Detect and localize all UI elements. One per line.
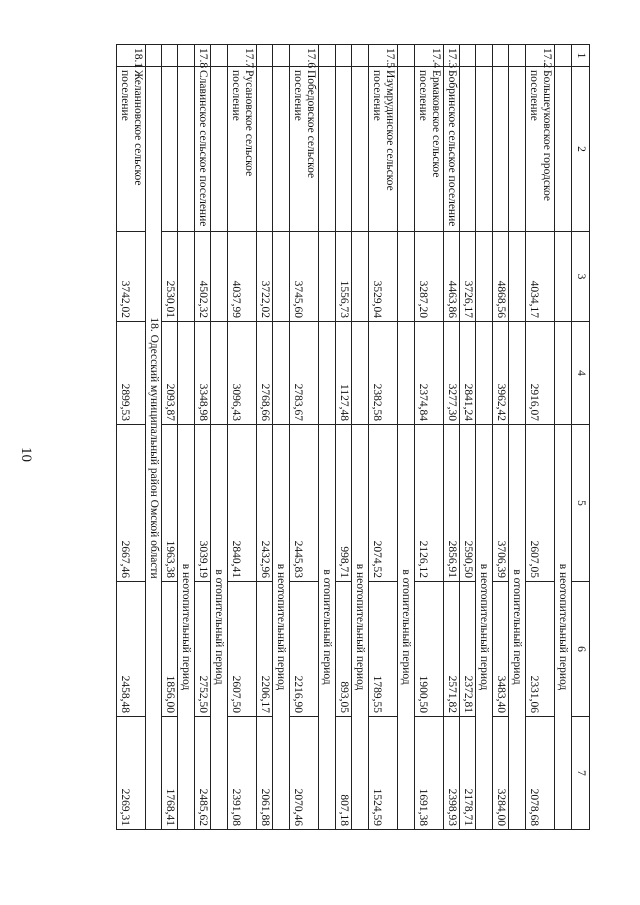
period-row: [398, 45, 415, 830]
value-cell: 2382,58: [369, 322, 398, 425]
value-cell: 1691,38: [415, 717, 444, 830]
value-cell: 2126,12: [415, 425, 444, 582]
table-row: [493, 45, 509, 830]
period-label: в отопительный период: [319, 425, 336, 830]
value-cell: 4037,99: [228, 232, 257, 322]
table-row: [290, 45, 319, 830]
value-cell: 2607,05: [526, 425, 555, 582]
blank-cell: [476, 45, 493, 67]
blank-cell: [273, 232, 290, 322]
settlement-name: Желанновское сельское поселение: [117, 67, 146, 232]
blank-cell: [178, 45, 195, 67]
value-cell: 2206,17: [257, 582, 273, 717]
settlement-name: [162, 67, 178, 232]
value-cell: 4034,17: [526, 232, 555, 322]
blank-cell: [273, 67, 290, 232]
table-row: [460, 45, 476, 830]
value-cell: 2432,96: [257, 425, 273, 582]
tariff-table: [116, 44, 590, 830]
blank-cell: [398, 322, 415, 425]
value-cell: 4463,86: [444, 232, 460, 322]
value-cell: 893,05: [336, 582, 352, 717]
value-cell: 2070,46: [290, 717, 319, 830]
value-cell: 2074,52: [369, 425, 398, 582]
table-row: [257, 45, 273, 830]
settlement-name: [257, 67, 273, 232]
period-label: в неотопительный период: [273, 425, 290, 830]
blank-cell: [476, 67, 493, 232]
value-cell: 3483,40: [493, 582, 509, 717]
column-header: 4: [572, 322, 590, 425]
blank-cell: [211, 322, 228, 425]
value-cell: 3287,20: [415, 232, 444, 322]
value-cell: 2445,83: [290, 425, 319, 582]
value-cell: 3706,39: [493, 425, 509, 582]
value-cell: 1900,50: [415, 582, 444, 717]
table-row: [369, 45, 398, 830]
value-cell: 1856,00: [162, 582, 178, 717]
blank-cell: [352, 232, 369, 322]
row-number: 17.6: [290, 45, 319, 67]
value-cell: 2216,90: [290, 582, 319, 717]
blank-cell: [319, 45, 336, 67]
blank-cell: [509, 45, 526, 67]
period-label: в отопительный период: [398, 425, 415, 830]
value-cell: 1524,59: [369, 717, 398, 830]
value-cell: 2916,07: [526, 322, 555, 425]
value-cell: 3284,00: [493, 717, 509, 830]
column-header: 3: [572, 232, 590, 322]
value-cell: 2485,62: [195, 717, 211, 830]
period-row: [509, 45, 526, 830]
period-row: [555, 45, 572, 830]
value-cell: 2269,31: [117, 717, 146, 830]
blank-cell: [319, 232, 336, 322]
value-cell: 3096,43: [228, 322, 257, 425]
rotated-table-wrapper: [117, 44, 590, 829]
table-row: [444, 45, 460, 830]
value-cell: 2061,88: [257, 717, 273, 830]
settlement-name: [336, 67, 352, 232]
row-number: 17.2: [526, 45, 555, 67]
value-cell: 1768,41: [162, 717, 178, 830]
value-cell: 2840,41: [228, 425, 257, 582]
value-cell: 2752,50: [195, 582, 211, 717]
column-header: 6: [572, 582, 590, 717]
table-row: [117, 45, 146, 830]
row-number: [257, 45, 273, 67]
period-row: [476, 45, 493, 830]
value-cell: 2571,82: [444, 582, 460, 717]
blank-cell: [398, 232, 415, 322]
blank-cell: [211, 45, 228, 67]
row-number: 17.7: [228, 45, 257, 67]
blank-cell: [476, 232, 493, 322]
value-cell: 2667,46: [117, 425, 146, 582]
row-number: 17.4: [415, 45, 444, 67]
settlement-name: Большеуковское городское поселение: [526, 67, 555, 232]
table-row: [162, 45, 178, 830]
value-cell: 1127,48: [336, 322, 352, 425]
value-cell: 2856,91: [444, 425, 460, 582]
value-cell: 2607,50: [228, 582, 257, 717]
blank-cell: [509, 67, 526, 232]
blank-cell: [398, 67, 415, 232]
table-body: [117, 45, 590, 830]
settlement-name: Бобринское сельское поселение: [444, 67, 460, 232]
value-cell: 2899,53: [117, 322, 146, 425]
period-row: [352, 45, 369, 830]
settlement-name: [460, 67, 476, 232]
value-cell: 4868,56: [493, 232, 509, 322]
settlement-name: Ермаковское сельское поселение: [415, 67, 444, 232]
period-label: в неотопительный период: [476, 425, 493, 830]
column-header: 5: [572, 425, 590, 582]
value-cell: 3039,19: [195, 425, 211, 582]
blank-cell: [273, 322, 290, 425]
period-label: в неотопительный период: [178, 425, 195, 830]
value-cell: 807,18: [336, 717, 352, 830]
value-cell: 3277,30: [444, 322, 460, 425]
value-cell: 2093,87: [162, 322, 178, 425]
blank-cell: [146, 45, 162, 67]
row-number: 17.5: [369, 45, 398, 67]
value-cell: 2078,68: [526, 717, 555, 830]
blank-cell: [509, 232, 526, 322]
value-cell: 3726,17: [460, 232, 476, 322]
value-cell: 2331,06: [526, 582, 555, 717]
blank-cell: [555, 322, 572, 425]
period-row: [211, 45, 228, 830]
period-row: [319, 45, 336, 830]
blank-cell: [178, 232, 195, 322]
column-header: 2: [572, 67, 590, 232]
period-label: в неотопительный период: [555, 425, 572, 830]
blank-cell: [178, 322, 195, 425]
blank-cell: [178, 67, 195, 232]
row-number: 17.3: [444, 45, 460, 67]
row-number: [493, 45, 509, 67]
value-cell: 4502,32: [195, 232, 211, 322]
value-cell: 2590,50: [460, 425, 476, 582]
blank-cell: [352, 67, 369, 232]
page-number: 10: [18, 447, 34, 462]
value-cell: 3529,04: [369, 232, 398, 322]
period-label: в отопительный период: [509, 425, 526, 830]
row-number: [460, 45, 476, 67]
value-cell: 2374,84: [415, 322, 444, 425]
value-cell: 998,71: [336, 425, 352, 582]
settlement-name: Славинское сельское поселение: [195, 67, 211, 232]
value-cell: 2398,93: [444, 717, 460, 830]
value-cell: 3722,02: [257, 232, 273, 322]
blank-cell: [319, 67, 336, 232]
row-number: [336, 45, 352, 67]
value-cell: 2530,01: [162, 232, 178, 322]
value-cell: 1789,55: [369, 582, 398, 717]
blank-cell: [398, 45, 415, 67]
row-number: [162, 45, 178, 67]
value-cell: 1556,73: [336, 232, 352, 322]
blank-cell: [476, 322, 493, 425]
blank-cell: [555, 232, 572, 322]
region-heading: 18. Одесский муниципальный район Омской области: [146, 67, 162, 830]
row-number: 18.1: [117, 45, 146, 67]
row-number: 17.8: [195, 45, 211, 67]
header-row: [572, 45, 590, 830]
value-cell: 3348,98: [195, 322, 211, 425]
value-cell: 2783,67: [290, 322, 319, 425]
value-cell: 2458,48: [117, 582, 146, 717]
table-row: [526, 45, 555, 830]
value-cell: 2841,24: [460, 322, 476, 425]
blank-cell: [555, 45, 572, 67]
value-cell: 3962,42: [493, 322, 509, 425]
blank-cell: [352, 45, 369, 67]
blank-cell: [352, 322, 369, 425]
settlement-name: Победовское сельское поселение: [290, 67, 319, 232]
period-row: [273, 45, 290, 830]
settlement-name: Русановское сельское поселение: [228, 67, 257, 232]
settlement-name: [493, 67, 509, 232]
blank-cell: [211, 67, 228, 232]
period-label: в отопительный период: [211, 425, 228, 830]
value-cell: 3742,02: [117, 232, 146, 322]
blank-cell: [509, 322, 526, 425]
value-cell: 2391,08: [228, 717, 257, 830]
blank-cell: [555, 67, 572, 232]
blank-cell: [319, 322, 336, 425]
table-row: [195, 45, 211, 830]
table-row: [228, 45, 257, 830]
blank-cell: [211, 232, 228, 322]
value-cell: 2372,81: [460, 582, 476, 717]
value-cell: 3745,60: [290, 232, 319, 322]
table-row: [415, 45, 444, 830]
period-row: [178, 45, 195, 830]
value-cell: 2768,66: [257, 322, 273, 425]
settlement-name: Изумрудинское сельское поселение: [369, 67, 398, 232]
column-header: 7: [572, 717, 590, 830]
period-label: в неотопительный период: [352, 425, 369, 830]
table-row: [336, 45, 352, 830]
column-header: 1: [572, 45, 590, 67]
blank-cell: [273, 45, 290, 67]
value-cell: 1963,38: [162, 425, 178, 582]
region-row: [146, 45, 162, 830]
value-cell: 2178,71: [460, 717, 476, 830]
